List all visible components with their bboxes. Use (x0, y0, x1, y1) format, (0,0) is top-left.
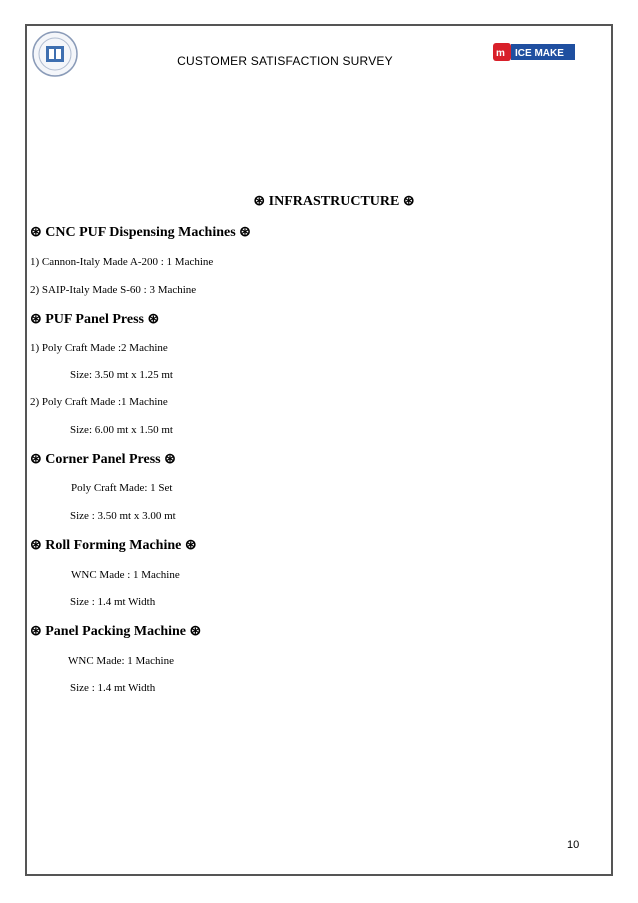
detail-line: 2) Poly Craft Made :1 Machine (30, 396, 168, 408)
heading-symbol-left: ⊛ (30, 312, 42, 327)
header-title: CUSTOMER SATISFACTION SURVEY (177, 54, 393, 68)
detail-line: Size: 3.50 mt x 1.25 mt (70, 369, 173, 381)
section-title: INFRASTRUCTURE (268, 194, 400, 209)
group-heading (30, 451, 176, 468)
heading-text: Roll Forming Machine (45, 538, 182, 553)
heading-text: Corner Panel Press (45, 452, 161, 467)
page-number: 10 (567, 839, 580, 851)
detail-line: Size : 1.4 mt Width (70, 682, 156, 694)
heading-symbol-right: ⊛ (189, 624, 202, 639)
page-border (25, 24, 613, 876)
detail-line: 1) Cannon-Italy Made A-200 : 1 Machine (30, 256, 214, 268)
detail-line: Poly Craft Made: 1 Set (71, 482, 173, 494)
detail-line: Size: 6.00 mt x 1.50 mt (70, 424, 173, 436)
heading-symbol-right: ⊛ (239, 225, 251, 240)
logo-text: ICE MAKE (515, 48, 564, 59)
group-heading (30, 311, 159, 328)
group-heading (30, 623, 201, 640)
heading-symbol-right: ⊛ (147, 312, 160, 327)
detail-line: 2) SAIP-Italy Made S-60 : 3 Machine (30, 284, 197, 296)
section-symbol-right: ⊛ (402, 194, 415, 209)
heading-symbol-right: ⊛ (184, 538, 197, 553)
detail-line: WNC Made : 1 Machine (71, 569, 180, 581)
heading-symbol-right: ⊛ (164, 452, 176, 467)
heading-text: PUF Panel Press (45, 312, 144, 327)
detail-line: Size : 1.4 mt Width (70, 596, 156, 608)
detail-line: WNC Made: 1 Machine (68, 655, 174, 667)
heading-text: Panel Packing Machine (45, 624, 187, 639)
heading-symbol-left: ⊛ (30, 452, 42, 467)
heading-symbol-left: ⊛ (30, 538, 42, 553)
group-heading (30, 537, 197, 554)
detail-line: Size : 3.50 mt x 3.00 mt (70, 510, 176, 522)
section-title-row (0, 193, 638, 210)
section-symbol-left: ⊛ (253, 194, 266, 209)
svg-text:m: m (496, 48, 505, 59)
heading-text: CNC PUF Dispensing Machines (45, 225, 236, 240)
heading-symbol-left: ⊛ (30, 624, 42, 639)
heading-symbol-left: ⊛ (30, 225, 42, 240)
group-heading (30, 224, 251, 241)
detail-line: 1) Poly Craft Made :2 Machine (30, 342, 168, 354)
